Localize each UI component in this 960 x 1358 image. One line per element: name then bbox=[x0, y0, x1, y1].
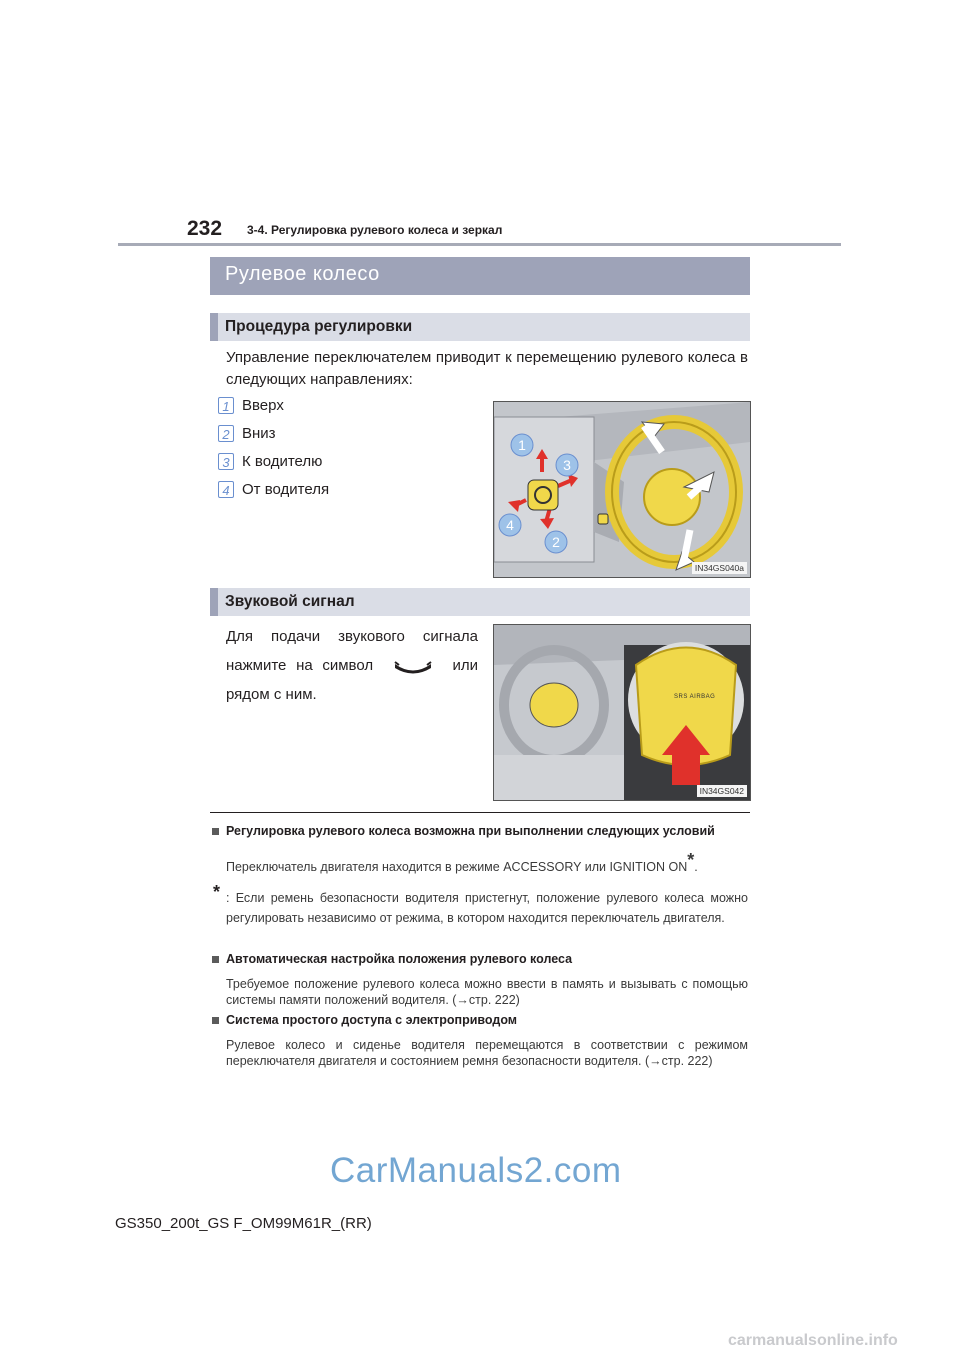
watermark-link[interactable]: CarManuals2.com bbox=[330, 1151, 622, 1190]
footnote-text: : Если ремень безопасности водителя пристегнут, положение рулевого колеса можно регулировать независимо от режима, в котором находится переключатель двигателя. bbox=[226, 891, 748, 925]
footnote-mark: * bbox=[687, 849, 695, 870]
note-body: Рулевое колесо и сиденье водителя перемещаются в соответствии с режимом переключателя двигателя и состоянием ремня безопасности водителя. (→стр. 222) bbox=[226, 1038, 748, 1068]
notes-divider bbox=[210, 812, 750, 813]
list-item bbox=[218, 453, 478, 475]
header-divider bbox=[118, 243, 841, 246]
adjust-section-stripe bbox=[210, 313, 218, 341]
main-title: Рулевое колесо bbox=[225, 263, 380, 285]
horn-text-part1: Для подачи звукового сигнала нажмите на символ bbox=[226, 628, 478, 674]
note-body: Переключатель двигателя находится в режиме ACCESSORY или IGNITION ON*. bbox=[226, 849, 698, 874]
list-item-label: К водителю bbox=[242, 453, 323, 470]
note-body: Требуемое положение рулевого колеса можно ввести в память и вызывать с помощью системы памяти положений водителя. (→стр. 222) bbox=[226, 977, 748, 1007]
callout-4: 4 bbox=[506, 517, 514, 533]
list-item-number: 1 bbox=[218, 397, 234, 414]
horn-illustration bbox=[494, 625, 750, 800]
site-watermark: carmanualsonline.info bbox=[728, 1332, 898, 1349]
list-item-number: 2 bbox=[218, 425, 234, 442]
note-heading: Автоматическая настройка положения рулевого колеса bbox=[226, 952, 573, 966]
note-heading: Система простого доступа с электроприводом bbox=[226, 1013, 518, 1027]
figure-code: IN34GS042 bbox=[697, 785, 747, 797]
note-heading: Регулировка рулевого колеса возможна при выполнении следующих условий bbox=[226, 824, 715, 838]
figure-code: IN34GS040a bbox=[692, 562, 747, 574]
list-item bbox=[218, 397, 478, 419]
list-item bbox=[218, 481, 478, 503]
note-body-text: Переключатель двигателя находится в режиме ACCESSORY или IGNITION ON bbox=[226, 860, 688, 874]
horn-section-title: Звуковой сигнал bbox=[225, 593, 355, 610]
bullet-square-icon bbox=[212, 956, 219, 963]
horn-text bbox=[226, 622, 478, 709]
footnote-mark: * bbox=[213, 882, 221, 902]
document-code: GS350_200t_GS F_OM99M61R_(RR) bbox=[115, 1215, 372, 1232]
list-item-label: От водителя bbox=[242, 481, 330, 498]
steering-adjust-figure bbox=[493, 401, 751, 578]
airbag-label: SRS AIRBAG bbox=[674, 694, 716, 700]
horn-icon bbox=[393, 658, 433, 674]
horn-section-stripe bbox=[210, 588, 218, 616]
bullet-square-icon bbox=[212, 828, 219, 835]
horn-figure bbox=[493, 624, 751, 801]
bullet-square-icon bbox=[212, 1017, 219, 1024]
section-title: 3-4. Регулировка рулевого колеса и зеркал bbox=[247, 223, 503, 237]
callout-3: 3 bbox=[563, 457, 571, 473]
callout-2: 2 bbox=[552, 534, 560, 550]
steering-adjust-illustration bbox=[494, 402, 750, 577]
adjust-section-title: Процедура регулировки bbox=[225, 318, 413, 335]
list-item bbox=[218, 425, 478, 447]
horn-text-part2: или рядом с ним. bbox=[226, 657, 478, 703]
callout-1: 1 bbox=[518, 437, 526, 453]
adjust-intro: Управление переключателем приводит к перемещению рулевого колеса в следующих направлениях: bbox=[226, 349, 748, 388]
list-item-number: 4 bbox=[218, 481, 234, 498]
page-number: 232 bbox=[187, 217, 223, 240]
list-item-number: 3 bbox=[218, 453, 234, 470]
list-item-label: Вниз bbox=[242, 425, 276, 442]
list-item-label: Вверх bbox=[242, 397, 284, 414]
